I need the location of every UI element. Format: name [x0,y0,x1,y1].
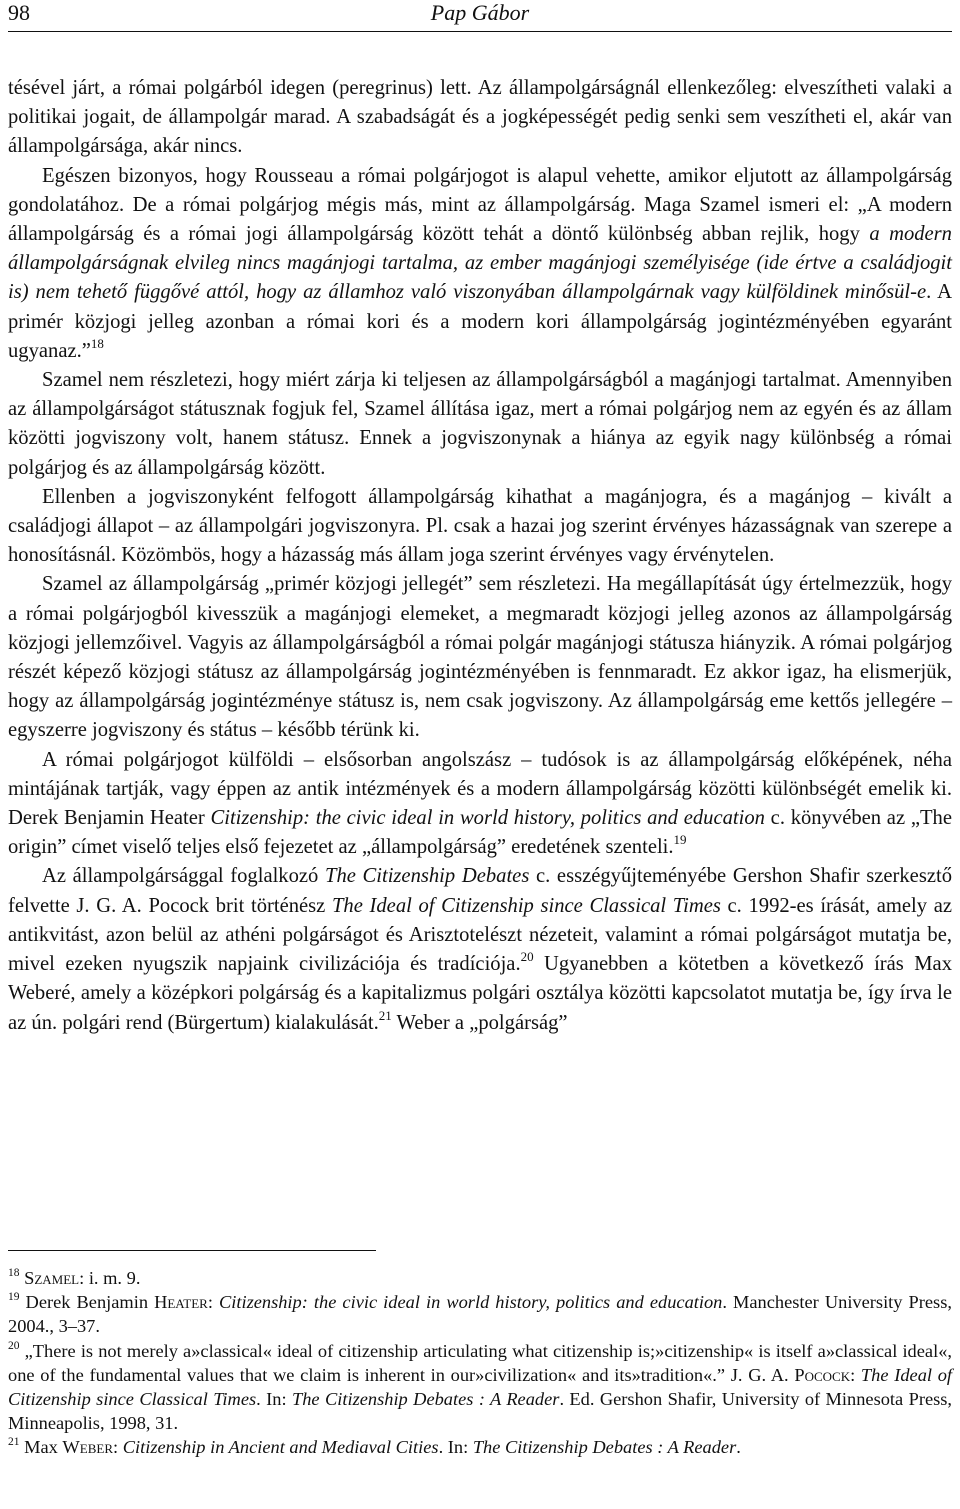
running-title: Pap Gábor [430,0,530,25]
footnote-ref[interactable]: 19 [673,832,687,848]
paragraph: Ellenben a jogviszonyként felfogott állampolgárság kihathat a magánjogra, és a magánjog – kivált a családjogi állapot – az állampolgári jogviszonyra. Pl. csak a hazai jog szerint érvényes házasságnak van szerepe a honosításnál. Közömbös, hogy a házasság más állam joga szerint érvényes vagy érvénytelen. [8,485,952,567]
footnote-ref[interactable]: 18 [90,335,104,351]
footnote-18: $^{18}$ Szamel: i. m. 9. [8,1267,141,1288]
footnote-19: $^{19}$ Derek Benjamin Heater: Citizenship: the civic ideal in world history, politics and education. Manchester University Press, 2004., 3–37. [8,1291,952,1337]
body-text [8,74,952,1038]
footnote-separator [8,1250,376,1251]
paragraph: Egészen bizonyos, hogy Rousseau a római polgárjogot is alapul vehette, amikor eljutott az állampolgárság gondolatához. De a római polgárjog mégis más, mint az állampolgárság. Maga Szamel ismeri el: „A modern állampolgárság és a római jogi állampolgárság között tehát a döntő különbség abban rejlik, hogy a modern állampolgárságnak elvileg nincs magánjogi tartalma, az ember magánjogi személyisége (ide értve a családjogit is) nem tehető függővé attól, hogy az államhoz való viszonyában állampolgárnak vagy külföldinek minősül-e. A primér közjogi jelleg azonban a római kori és a modern kori állampolgárság jogintézményében egyaránt ugyanaz.”$^{18}$ [8,164,952,362]
footnote-ref[interactable]: 20 [520,949,534,965]
paragraph: tésével járt, a római polgárból idegen (peregrinus) lett. Az állampolgárságnál ellenkezőleg: elveszítheti valaki a politikai jogait, de állampolgár marad. A szabadságát és a jogképességét pedig senki sem veszítheti el, akár van állampolgársága, akár nincs. [8,77,952,158]
footnote-21: $^{21}$ Max Weber: Citizenship in Ancient and Mediaval Cities. In: The Citizenship Debates : A Reader. [8,1436,741,1458]
paragraph: A római polgárjogot külföldi – elsősorban angolszász – tudósok is az állampolgárság előképének, néha mintájának tartják, vagy éppen az antik intézmények és a modern állampolgárság közötti különbségét emelik ki. Derek Benjamin Heater Citizenship: the civic ideal in world history, politics and education c. könyvében az „The origin” címet viselő teljes első fejezetet az „állampolgárság” eredetének szenteli.$^{19}$ [8,748,952,859]
paragraph: Szamel nem részletezi, hogy miért zárja ki teljesen az állampolgárságból a magánjogi tartalmat. Amennyiben az állampolgárságot státusznak fogjuk fel, Szamel állítása igaz, mert a római polgárjog nem az egyén és az állam közötti jogviszony volt, hanem státusz. Ennek a jogviszonynak a hiánya az egyik nagy különbség a római polgárjog és az állampolgárság között. [8,369,952,479]
footnote-20: $^{20}$ „There is not merely a»classical« ideal of citizenship articulating what citizenship is;»citizenship« is itself a»classical ideal«, one of the fundamental values that we claim is inherent in our»civilization« and its»tradition«.” J. G. A. Pocock: The Ideal of Citizenship since Classical Times. In: The Citizenship Debates : A Reader. Ed. Gershon Shafir, University of Minnesota Press, Minneapolis, 1998, 31. [8,1339,953,1434]
footnotes [8,1266,952,1460]
header-rule [8,31,952,32]
page-number: 98 [8,0,30,25]
footnote-ref[interactable]: 21 [378,1007,392,1023]
page-header [8,0,952,34]
paragraph: Szamel az állampolgárság „primér közjogi jellegét” sem részletezi. Ha megállapítását úgy értelmezzük, hogy a római polgárjogból kivesszük a magánjogi elemeket, a megmaradt közjogi jelleg azonos az állampolgárság közjogi jellemzőivel. Vagyis az állampolgárságból a római polgár magánjogi státusza hiányzik. A római polgárjog részét képező közjogi státusz az állampolgárság jogintézményében is fennmaradt. Ez akkor igaz, ha elismerjük, hogy az állampolgárság jogintézménye státusz is, nem csak jogviszony. Az állampolgárság eme kettős jellegére – egyszerre jogviszony és státus – később térünk ki. [8,573,952,742]
paragraph: Az állampolgársággal foglalkozó The Citizenship Debates c. esszégyűjteményébe Gershon Shafir szerkesztő felvette J. G. A. Pocock brit történész The Ideal of Citizenship since Classical Times c. 1992-es írását, amely az antikvitást, azon belül az athéni polgárságot és Arisztotelészt nézeteit, valamint a római polgárságot mutatja be, mivel ezeken nyugszik napjaink civilizációja és tradíciója.$^{20}$ Ugyanebben a kötetben a következő írás Max Weberé, amely a középkori polgárság és a kapitalizmus polgári osztálya közötti kapcsolatot mutatja be, így írva le az ún. polgári rend (Bürgertum) kialakulását.$^{21}$ Weber a „polgárság” [8,865,952,1034]
